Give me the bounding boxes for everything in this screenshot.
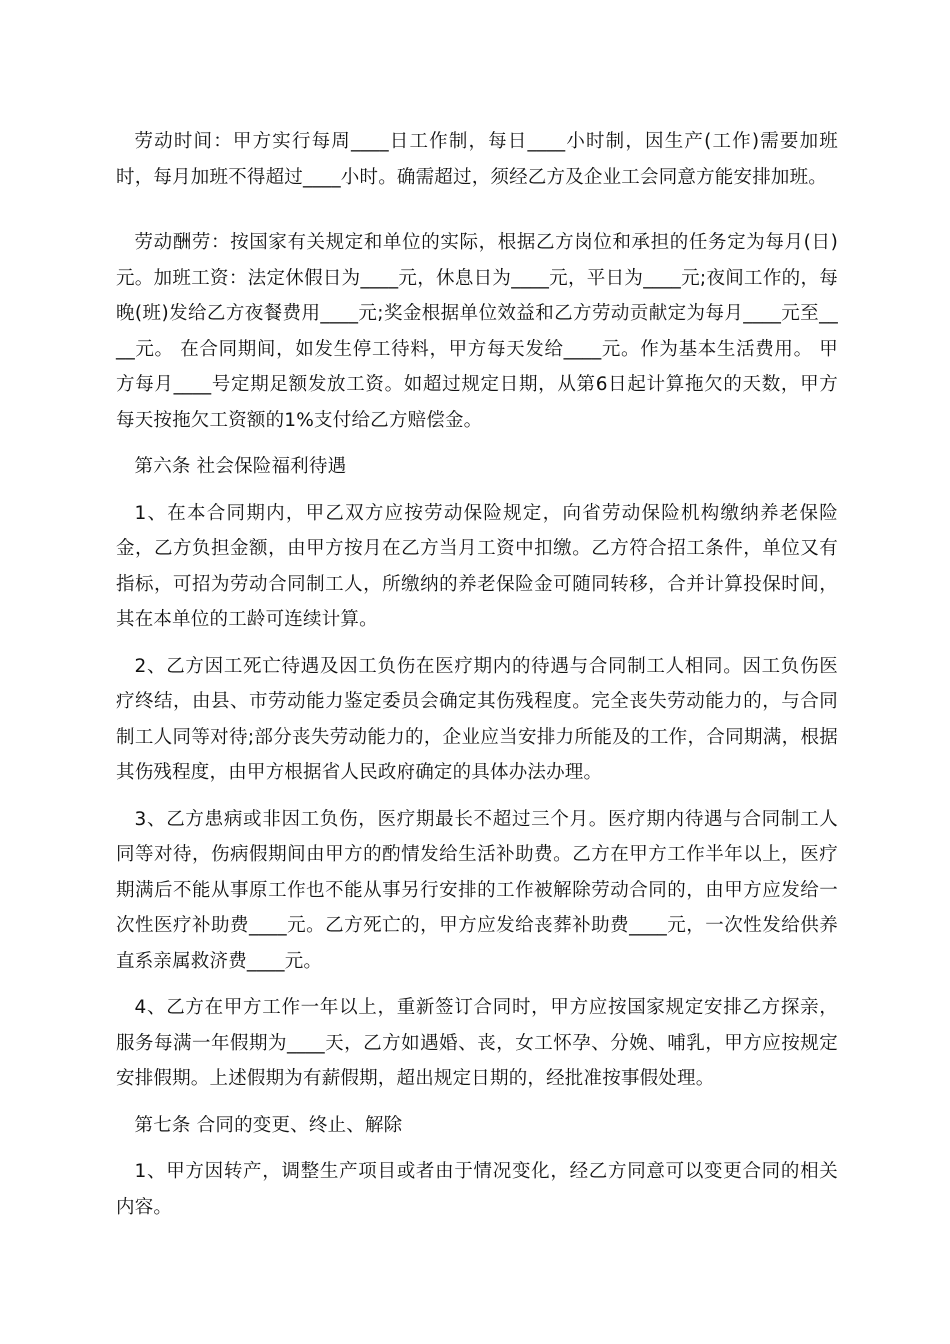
document-page [116, 124, 838, 1225]
paragraph-working-hours: 劳动时间：甲方实行每周____日工作制，每日____小时制，因生产(工作)需要加班时，每月加班不得超过____小时。确需超过，须经乙方及企业工会同意方能安排加班。 [116, 131, 838, 188]
paragraph-6-1: 1、在本合同期内，甲乙双方应按劳动保险规定，向省劳动保险机构缴纳养老保险金，乙方负担金额，由甲方按月在乙方当月工资中扣缴。乙方符合招工条件，单位又有指标，可招为劳动合同制工人，所缴纳的养老保险金可随同转移，合并计算投保时间，其在本单位的工龄可连续计算。 [116, 502, 838, 630]
paragraph-6-4: 4、乙方在甲方工作一年以上，重新签订合同时，甲方应按国家规定安排乙方探亲，服务每满一年假期为____天，乙方如遇婚、丧，女工怀孕、分娩、哺乳，甲方应按规定安排假期。上述假期为有薪假期，超出规定日期的，经批准按事假处理。 [116, 997, 838, 1089]
article-6-heading: 第六条 社会保险福利待遇 [134, 456, 347, 477]
paragraph-6-2: 2、乙方因工死亡待遇及因工负伤在医疗期内的待遇与合同制工人相同。因工负伤医疗终结，由县、市劳动能力鉴定委员会确定其伤残程度。完全丧失劳动能力的，与合同制工人同等对待;部分丧失劳动能力的，企业应当安排力所能及的工作，合同期满，根据其伤残程度，由甲方根据省人民政府确定的具体办法办理。 [116, 655, 838, 783]
paragraph-7-1: 1、甲方因转产，调整生产项目或者由于情况变化，经乙方同意可以变更合同的相关内容。 [116, 1161, 838, 1218]
paragraph-remuneration: 劳动酬劳：按国家有关规定和单位的实际，根据乙方岗位和承担的任务定为每月(日) 元。加班工资：法定休假日为____元，休息日为____元，平日为____元;夜间工作的，每晚(班)发给乙方夜餐费用____元;奖金根据单位效益和乙方劳动贡献定为每月____元至____元。 在合同期间，如发生停工待料，甲方每天发给____元。作为基本生活费用。 甲方每月____号定期足额发放工资。如超过规定日期，从第6日起计算拖欠的天数，甲方每天按拖欠工资额的1%支付给乙方赔偿金。 [116, 232, 838, 431]
article-7-heading: 第七条 合同的变更、终止、解除 [134, 1114, 403, 1136]
paragraph-6-3: 3、乙方患病或非因工负伤，医疗期最长不超过三个月。医疗期内待遇与合同制工人同等对待，伤病假期间由甲方的酌情发给生活补助费。乙方在甲方工作半年以上，医疗期满后不能从事原工作也不能从事另行安排的工作被解除劳动合同的，由甲方应发给一次性医疗补助费____元。乙方死亡的，甲方应发给丧葬补助费____元，一次性发给供养直系亲属救济费____元。 [116, 808, 838, 972]
